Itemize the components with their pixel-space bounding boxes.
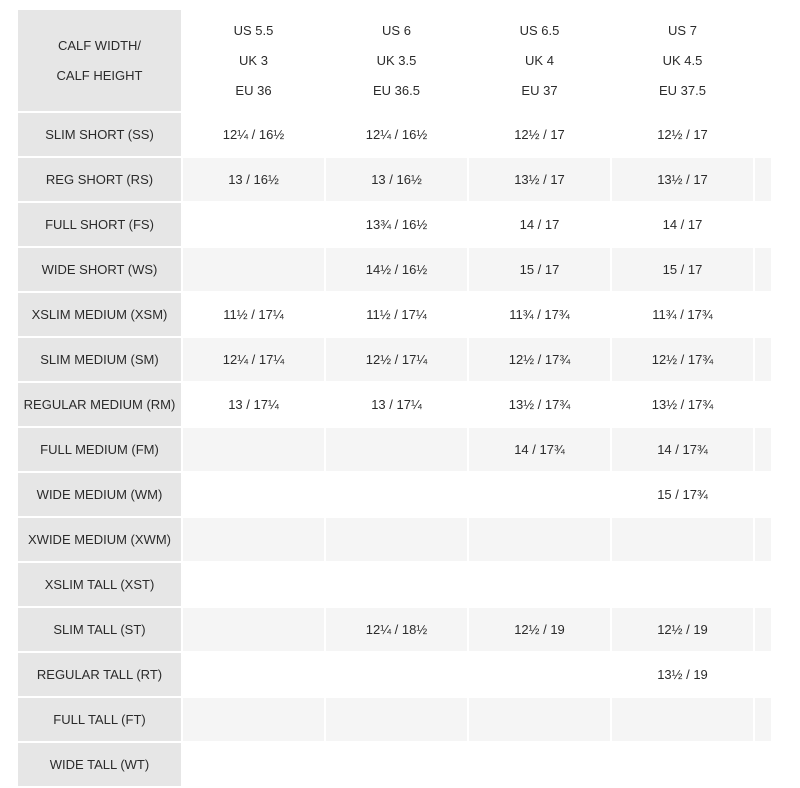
measurement-cell <box>612 743 753 786</box>
measurement-cell <box>183 608 324 651</box>
eu-size: EU 36.5 <box>373 82 420 98</box>
measurement-cell: 13½ / 17¾ <box>469 383 610 426</box>
measurement-cell: 13 / 16½ <box>326 158 467 201</box>
measurement-cell <box>612 518 753 561</box>
measurement-cell <box>326 653 467 696</box>
corner-header <box>18 10 181 111</box>
measurement-cell: 12¼ / 17¼ <box>183 338 324 381</box>
size-column-header <box>183 10 324 111</box>
table-row <box>18 653 771 696</box>
measurement-cell: 12½ / 17¼ <box>326 338 467 381</box>
table-row <box>18 473 771 516</box>
clipped-cell <box>755 518 771 561</box>
us-size: US 5.5 <box>233 22 274 38</box>
measurement-cell <box>183 698 324 741</box>
clipped-cell <box>755 473 771 516</box>
measurement-cell <box>469 563 610 606</box>
measurement-cell <box>612 698 753 741</box>
table-row <box>18 743 771 786</box>
table-row <box>18 203 771 246</box>
measurement-cell: 14½ / 16½ <box>326 248 467 291</box>
measurement-cell: 11½ / 17¼ <box>183 293 324 336</box>
clipped-cell <box>755 563 771 606</box>
clipped-cell <box>755 608 771 651</box>
measurement-cell: 13 / 17¼ <box>326 383 467 426</box>
row-label: REG SHORT (RS) <box>18 158 181 201</box>
measurement-cell <box>612 563 753 606</box>
measurement-cell <box>183 428 324 471</box>
clipped-cell <box>755 203 771 246</box>
table-row <box>18 383 771 426</box>
measurement-cell <box>469 473 610 516</box>
row-label: REGULAR MEDIUM (RM) <box>18 383 181 426</box>
table-row <box>18 563 771 606</box>
clipped-cell <box>755 653 771 696</box>
row-label: SLIM MEDIUM (SM) <box>18 338 181 381</box>
measurement-cell: 12¼ / 16½ <box>326 113 467 156</box>
clipped-cell <box>755 338 771 381</box>
measurement-cell: 13 / 17¼ <box>183 383 324 426</box>
uk-size: UK 4 <box>525 52 554 68</box>
measurement-cell <box>326 563 467 606</box>
measurement-cell <box>326 518 467 561</box>
table-row <box>18 698 771 741</box>
row-label: WIDE SHORT (WS) <box>18 248 181 291</box>
header-row <box>18 10 771 111</box>
measurement-cell <box>469 743 610 786</box>
measurement-cell: 14 / 17¾ <box>469 428 610 471</box>
measurement-cell: 12½ / 19 <box>612 608 753 651</box>
row-label: XWIDE MEDIUM (XWM) <box>18 518 181 561</box>
table-row <box>18 113 771 156</box>
measurement-cell: 12½ / 17¾ <box>469 338 610 381</box>
row-label: WIDE TALL (WT) <box>18 743 181 786</box>
table-row <box>18 293 771 336</box>
table-row <box>18 158 771 201</box>
row-label: FULL TALL (FT) <box>18 698 181 741</box>
measurement-cell <box>469 653 610 696</box>
measurement-cell: 13½ / 17¾ <box>612 383 753 426</box>
uk-size: UK 3 <box>239 52 268 68</box>
row-label: FULL MEDIUM (FM) <box>18 428 181 471</box>
measurement-cell: 12½ / 17 <box>612 113 753 156</box>
clipped-cell <box>755 698 771 741</box>
measurement-cell <box>326 698 467 741</box>
corner-line-2: CALF HEIGHT <box>56 67 143 83</box>
measurement-cell: 12½ / 19 <box>469 608 610 651</box>
row-label: XSLIM TALL (XST) <box>18 563 181 606</box>
clipped-cell <box>755 158 771 201</box>
uk-size: UK 3.5 <box>376 52 417 68</box>
measurement-cell: 11¾ / 17¾ <box>469 293 610 336</box>
clipped-column-header <box>755 10 771 111</box>
measurement-cell <box>183 563 324 606</box>
row-label: REGULAR TALL (RT) <box>18 653 181 696</box>
size-column-header <box>612 10 753 111</box>
measurement-cell: 13½ / 17 <box>612 158 753 201</box>
table-body <box>18 113 771 786</box>
row-label: SLIM SHORT (SS) <box>18 113 181 156</box>
corner-line-1: CALF WIDTH/ <box>57 37 142 53</box>
measurement-cell: 13½ / 19 <box>612 653 753 696</box>
us-size: US 6 <box>382 22 411 38</box>
measurement-cell: 14 / 17¾ <box>612 428 753 471</box>
clipped-cell <box>755 428 771 471</box>
measurement-cell: 15 / 17¾ <box>612 473 753 516</box>
measurement-cell <box>326 473 467 516</box>
table-row <box>18 518 771 561</box>
row-label: WIDE MEDIUM (WM) <box>18 473 181 516</box>
measurement-cell <box>469 518 610 561</box>
measurement-cell <box>183 248 324 291</box>
eu-size: EU 37.5 <box>659 82 706 98</box>
measurement-cell <box>183 518 324 561</box>
measurement-cell: 11¾ / 17¾ <box>612 293 753 336</box>
measurement-cell: 13¾ / 16½ <box>326 203 467 246</box>
measurement-cell <box>326 428 467 471</box>
row-label: FULL SHORT (FS) <box>18 203 181 246</box>
clipped-cell <box>755 293 771 336</box>
us-size: US 7 <box>668 22 697 38</box>
size-column-header <box>469 10 610 111</box>
eu-size: EU 36 <box>235 82 272 98</box>
clipped-cell <box>755 743 771 786</box>
table-row <box>18 608 771 651</box>
clipped-cell <box>755 383 771 426</box>
measurement-cell: 12½ / 17 <box>469 113 610 156</box>
measurement-cell <box>326 743 467 786</box>
table-row <box>18 428 771 471</box>
eu-size: EU 37 <box>521 82 558 98</box>
row-label: XSLIM MEDIUM (XSM) <box>18 293 181 336</box>
table-row <box>18 338 771 381</box>
uk-size: UK 4.5 <box>662 52 703 68</box>
measurement-cell: 12½ / 17¾ <box>612 338 753 381</box>
clipped-cell <box>755 113 771 156</box>
row-label: SLIM TALL (ST) <box>18 608 181 651</box>
table-row <box>18 248 771 291</box>
measurement-cell: 11½ / 17¼ <box>326 293 467 336</box>
measurement-cell: 12¼ / 16½ <box>183 113 324 156</box>
measurement-cell <box>469 698 610 741</box>
clipped-cell <box>755 248 771 291</box>
measurement-cell <box>183 203 324 246</box>
measurement-cell: 13½ / 17 <box>469 158 610 201</box>
measurement-cell: 15 / 17 <box>612 248 753 291</box>
us-size: US 6.5 <box>519 22 560 38</box>
size-chart-table <box>16 8 773 788</box>
measurement-cell: 14 / 17 <box>469 203 610 246</box>
measurement-cell: 12¼ / 18½ <box>326 608 467 651</box>
measurement-cell: 15 / 17 <box>469 248 610 291</box>
measurement-cell <box>183 473 324 516</box>
measurement-cell: 13 / 16½ <box>183 158 324 201</box>
size-column-header <box>326 10 467 111</box>
measurement-cell <box>183 743 324 786</box>
measurement-cell: 14 / 17 <box>612 203 753 246</box>
measurement-cell <box>183 653 324 696</box>
